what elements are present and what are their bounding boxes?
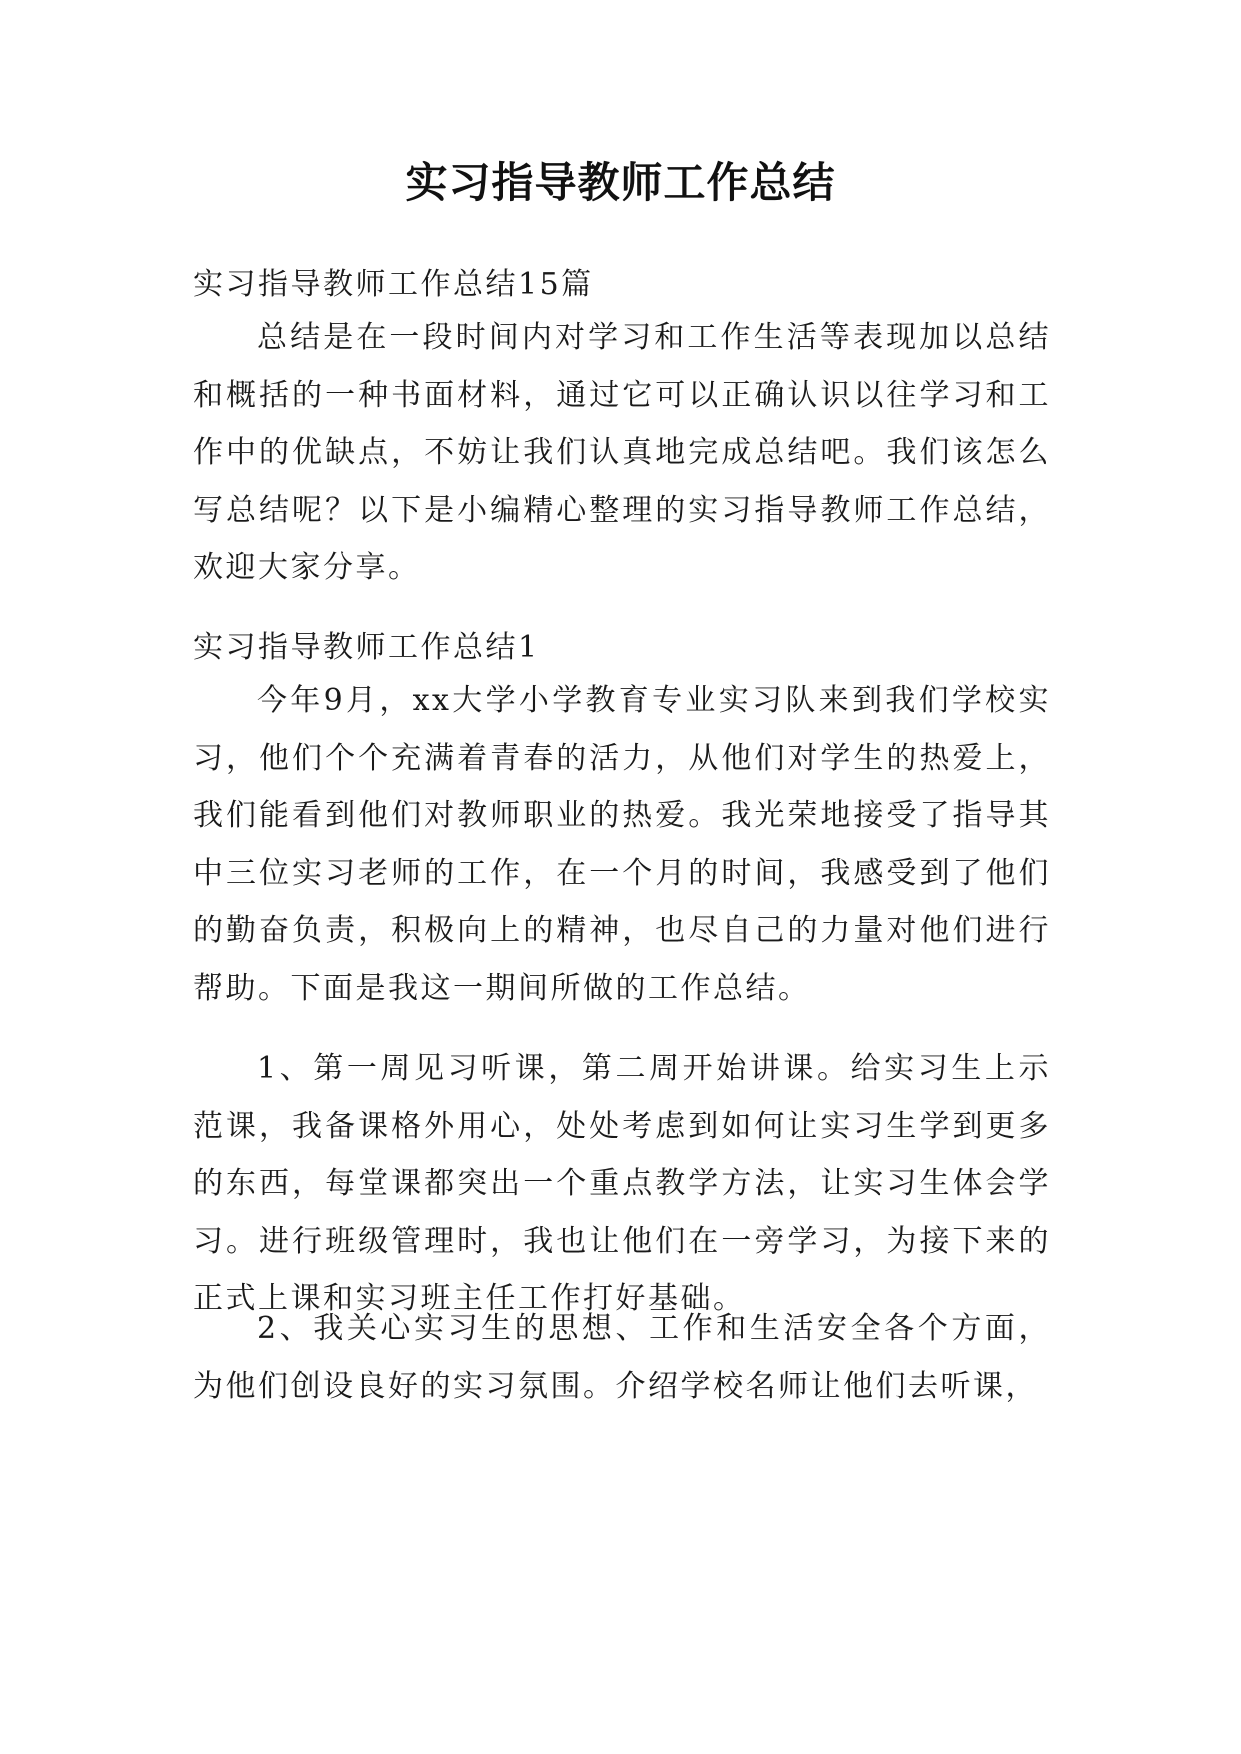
section1-paragraph: 今年9月，xx大学小学教育专业实习队来到我们学校实习，他们个个充满着青春的活力，从他们对学生的热爱上，我们能看到他们对教师职业的热爱。我光荣地接受了指导其中三位实习老师的工作，在一个月的时间，我感受到了他们的勤奋负责，积极向上的精神，也尽自己的力量对他们进行帮助。下面是我这一期间所做的工作总结。	[193, 683, 1051, 1006]
list-item-1: 1、第一周见习听课，第二周开始讲课。给实习生上示范课，我备课格外用心，处处考虑到如何让实习生学到更多的东西，每堂课都突出一个重点教学方法，让实习生体会学习。进行班级管理时，我也让他们在一旁学习，为接下来的正式上课和实习班主任工作打好基础。	[193, 1051, 1051, 1316]
document-title: 实习指导教师工作总结	[405, 158, 836, 207]
intro-paragraph: 总结是在一段时间内对学习和工作生活等表现加以总结和概括的一种书面材料，通过它可以正确认识以往学习和工作中的优缺点，不妨让我们认真地完成总结吧。我们该怎么写总结呢？以下是小编精心整理的实习指导教师工作总结，欢迎大家分享。	[193, 320, 1051, 585]
section-heading-1: 实习指导教师工作总结1	[193, 630, 540, 665]
list-item-2: 2、我关心实习生的思想、工作和生活安全各个方面，为他们创设良好的实习氛围。介绍学校名师让他们去听课，	[193, 1311, 1051, 1404]
collection-heading: 实习指导教师工作总结15篇	[193, 267, 594, 302]
